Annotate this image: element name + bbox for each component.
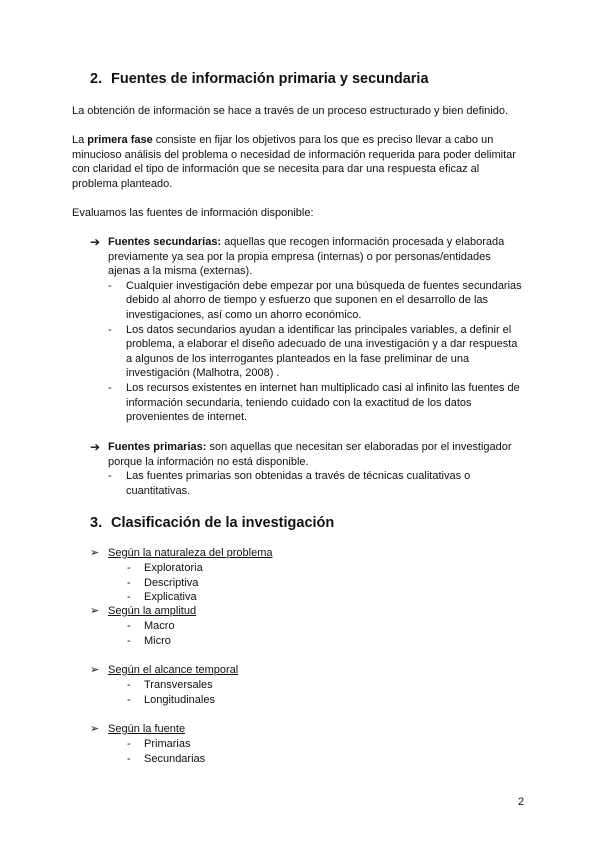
list-item-text: Los recursos existentes en internet han multiplicado casi al infinito las fuentes de información secundaria, teniendo cuidado con la exactitud de los datos provenientes de internet. xyxy=(126,381,520,424)
dash-mark: - xyxy=(127,679,131,691)
list-item-text: Transversales xyxy=(144,679,213,691)
clasificacion-group-heading xyxy=(90,604,196,619)
evaluamos-paragraph: Evaluamos las fuentes de información disponible: xyxy=(72,207,314,219)
triangle-bullet-icon: ➢ xyxy=(90,547,100,559)
list-item xyxy=(90,576,390,591)
list-item xyxy=(90,469,522,498)
section-3-heading xyxy=(90,514,334,532)
list-item xyxy=(90,693,390,708)
dash-mark: - xyxy=(127,634,131,647)
intro-paragraph: La obtención de información se hace a través de un proceso estructurado y bien definido. xyxy=(72,105,508,117)
fuentes-secundarias-text xyxy=(108,235,522,279)
fuentes-primarias-block xyxy=(90,440,522,498)
dash-mark: - xyxy=(127,591,131,604)
section-2-title: Fuentes de información primaria y secundaria xyxy=(111,71,429,87)
list-item-text: Secundarias xyxy=(144,752,206,765)
section-2-number: 2. xyxy=(90,71,103,87)
dash-mark: - xyxy=(127,576,131,589)
list-item-text: Longitudinales xyxy=(144,693,215,706)
group-label: Según la amplitud xyxy=(108,605,197,617)
triangle-bullet-icon: ➢ xyxy=(90,664,100,676)
list-item-text: Las fuentes primarias son obtenidas a través de técnicas cualitativas o cuantitativas. xyxy=(126,470,471,497)
list-item xyxy=(90,590,390,605)
dash-mark: - xyxy=(108,323,112,336)
triangle-bullet-icon: ➢ xyxy=(90,723,100,735)
list-item xyxy=(90,279,522,323)
list-item xyxy=(90,381,522,425)
list-item-text: Los datos secundarios ayudan a identificar las principales variables, a definir el problema, a elaborar el diseño adecuado de una investigación y a dar respuesta a algunos de los interrogantes planteados en la fase preliminar de una investigación (Malhotra, 2008) . xyxy=(126,323,518,380)
list-item xyxy=(90,678,390,693)
clasificacion-group-list xyxy=(90,619,390,648)
list-item-text: Micro xyxy=(144,634,171,647)
section-3-title: Clasificación de la investigación xyxy=(111,515,335,531)
group-label: Según la naturaleza del problema xyxy=(108,547,273,559)
group-label: Según el alcance temporal xyxy=(108,664,239,676)
primera-fase-paragraph xyxy=(72,133,527,191)
list-item xyxy=(90,737,390,752)
primera-fase-pre: La xyxy=(72,134,88,146)
list-item-text: Descriptiva xyxy=(144,576,199,589)
list-item xyxy=(90,634,390,649)
arrow-icon: ➔ xyxy=(90,235,101,249)
section-2-heading xyxy=(90,70,429,88)
list-item xyxy=(90,561,390,576)
primera-fase-bold: primera fase xyxy=(87,134,153,146)
dash-mark: - xyxy=(127,738,131,750)
clasificacion-group-list xyxy=(90,737,390,766)
primera-fase-post: consiste en fijar los objetivos para los que es preciso llevar a cabo un minucioso análisis del problema o necesidad de información requerida para poder delimitar con claridad el tipo de información que se necesita para dar una respuesta eficaz al problema planteado. xyxy=(72,134,516,190)
fuentes-secundarias-block xyxy=(90,235,522,425)
clasificacion-group-heading xyxy=(90,722,185,737)
list-item-text: Explicativa xyxy=(144,591,197,604)
dash-mark: - xyxy=(108,279,112,292)
fuentes-secundarias-label: Fuentes secundarias: xyxy=(108,236,222,248)
fuentes-primarias-desc: son aquellas que necesitan ser elaboradas por el investigador porque la información no está disponible. xyxy=(108,441,512,468)
dash-mark: - xyxy=(108,381,112,394)
clasificacion-group-heading xyxy=(90,663,238,678)
page-number: 2 xyxy=(518,796,525,808)
fuentes-secundarias-list xyxy=(90,279,522,425)
list-item-text: Exploratoria xyxy=(144,562,203,574)
fuentes-primarias-list xyxy=(90,469,522,498)
dash-mark: - xyxy=(127,562,131,574)
section-3-number: 3. xyxy=(90,515,103,531)
dash-mark: - xyxy=(127,752,131,765)
list-item-text: Primarias xyxy=(144,738,191,750)
dash-mark: - xyxy=(108,470,112,483)
clasificacion-group-list xyxy=(90,561,390,605)
list-item xyxy=(90,752,390,767)
arrow-icon: ➔ xyxy=(90,440,101,454)
fuentes-primarias-text xyxy=(108,440,522,469)
group-label: Según la fuente xyxy=(108,723,186,735)
fuentes-secundarias-desc: aquellas que recogen información procesada y elaborada previamente ya sea por la propia empresa (internas) o por personas/entidades ajenas a la misma (externas). xyxy=(108,236,505,278)
list-item xyxy=(90,323,522,381)
list-item xyxy=(90,619,390,634)
dash-mark: - xyxy=(127,620,131,632)
list-item-text: Macro xyxy=(144,620,175,632)
triangle-bullet-icon: ➢ xyxy=(90,605,100,617)
fuentes-primarias-label: Fuentes primarias: xyxy=(108,441,207,453)
clasificacion-group-list xyxy=(90,678,390,707)
clasificacion-group-heading xyxy=(90,546,273,561)
dash-mark: - xyxy=(127,693,131,706)
list-item-text: Cualquier investigación debe empezar por una búsqueda de fuentes secundarias debido al ahorro de tiempo y esfuerzo que suponen en el desarrollo de las investigaciones, así como un ahorro económico. xyxy=(126,279,522,321)
